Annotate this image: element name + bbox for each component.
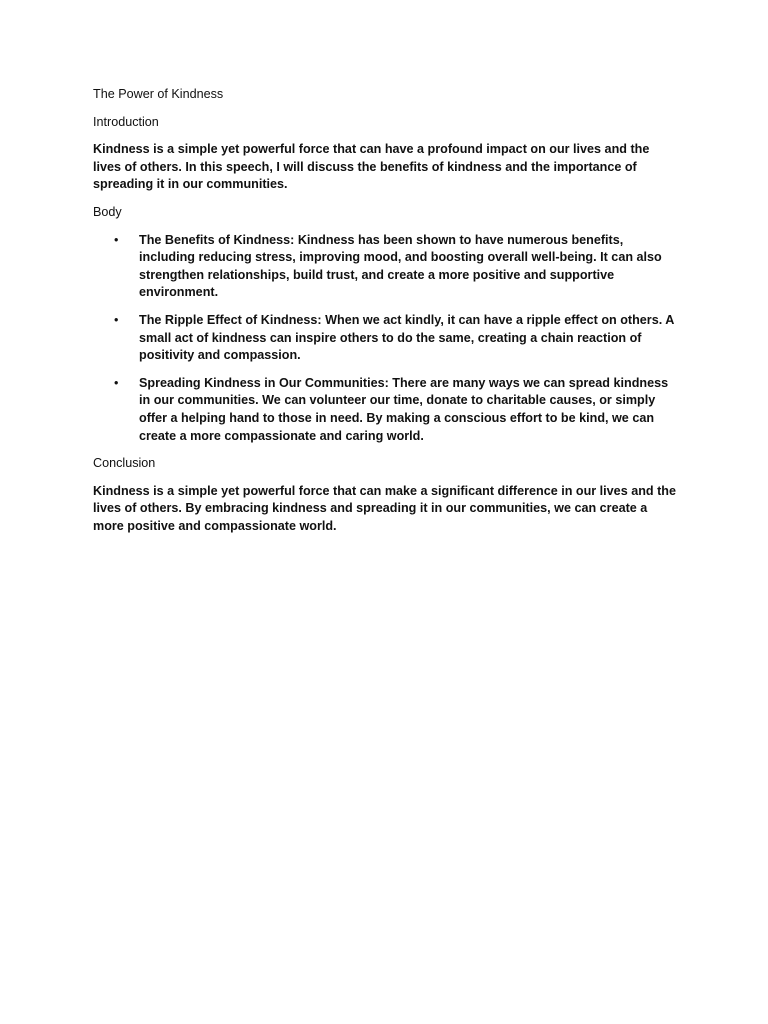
document-content [93, 86, 678, 545]
bullet-icon: • [114, 375, 119, 390]
introduction-paragraph: Kindness is a simple yet powerful force that can have a profound impact on our lives and the lives of others. In this speech, I will discuss the benefits of kindness and the importance of spreading it in our communities. [93, 142, 650, 192]
bullet-icon: • [114, 232, 119, 247]
document-title: The Power of Kindness [93, 87, 224, 101]
bullet-text: Spreading Kindness in Our Communities: There are many ways we can spread kindness in our communities. We can volunteer our time, donate to charitable causes, or simply offer a helping hand to those in need. By making a conscious effort to be kind, we can create a more compassionate and caring world. [139, 375, 669, 443]
introduction-heading: Introduction [93, 114, 159, 129]
bullet-item [93, 375, 678, 445]
bullet-text: The Ripple Effect of Kindness: When we act kindly, it can have a ripple effect on others. A small act of kindness can inspire others to do the same, creating a chain reaction of positivity and compassion. [139, 312, 674, 363]
body-heading: Body [93, 204, 122, 219]
body-bullet-list [93, 232, 678, 446]
bullet-item [93, 232, 678, 302]
conclusion-heading: Conclusion [93, 456, 156, 471]
bullet-icon: • [114, 312, 119, 327]
bullet-item [93, 312, 678, 365]
bullet-text: The Benefits of Kindness: Kindness has been shown to have numerous benefits, including reducing stress, improving mood, and boosting overall well-being. It can also strengthen relationships, build trust, and create a more positive and supportive environment. [139, 232, 662, 300]
conclusion-paragraph: Kindness is a simple yet powerful force that can make a significant difference in our lives and the lives of others. By embracing kindness and spreading it in our communities, we can create a more positive and compassionate world. [93, 483, 676, 533]
